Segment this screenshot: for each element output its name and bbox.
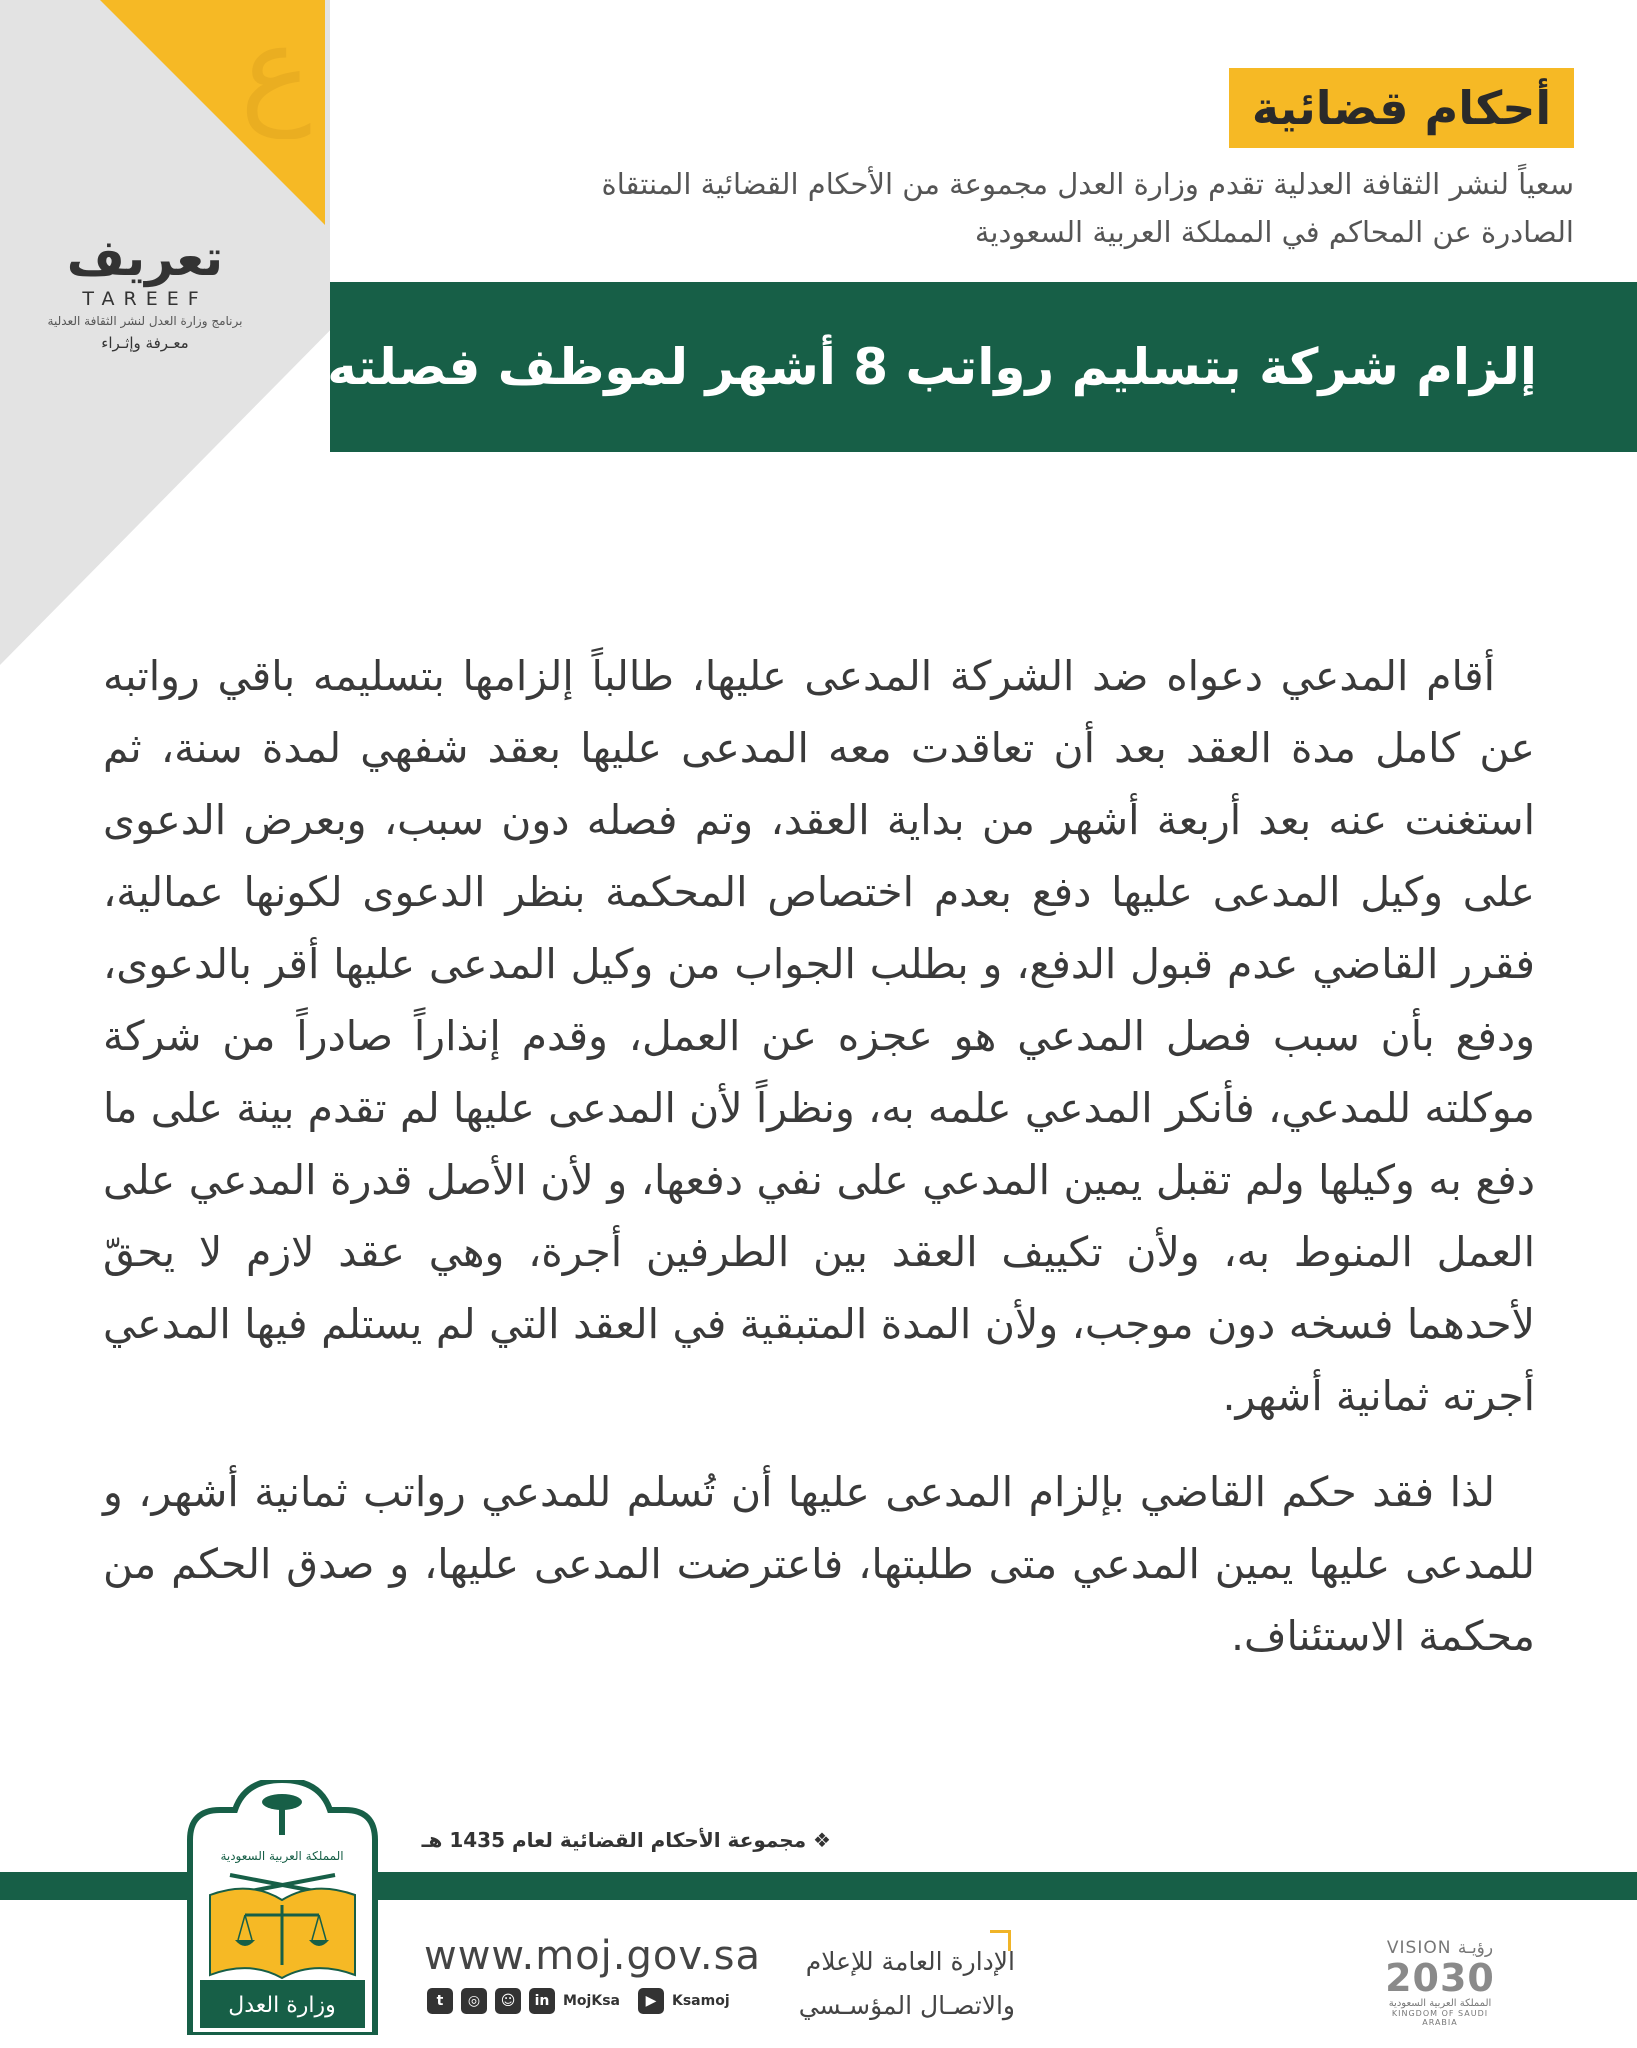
category-tag-text: أحكام قضائية — [1251, 81, 1552, 135]
tareef-logo-subtitle: برنامج وزارة العدل لنشر الثقافة العدلية — [47, 314, 243, 328]
instagram-icon[interactable]: ◎ — [461, 1988, 487, 2014]
vision-label: VISION رؤيـة — [1386, 1938, 1494, 1958]
ministry-name: وزارة العدل — [228, 1993, 336, 2018]
social-handle-mojksa: MojKsa — [563, 1993, 620, 2009]
tareef-logo — [40, 228, 250, 352]
page-title: إلزام شركة بتسليم رواتب 8 أشهر لموظف فصلته — [327, 338, 1537, 396]
intro-text: سعياً لنشر الثقافة العدلية تقدم وزارة العدل مجموعة من الأحكام القضائية المنتقاة الصادرة عن المحاكم في المملكة العربية السعودية — [601, 167, 1574, 249]
twitter-icon[interactable]: t — [427, 1988, 453, 2014]
department-line-2: والاتصـال المؤسـسي — [798, 1991, 1015, 2020]
source-note: ❖ مجموعة الأحكام القضائية لعام 1435 هـ — [421, 1828, 831, 1852]
social-links — [427, 1988, 740, 2014]
ministry-of-justice-logo — [180, 1780, 385, 2035]
tareef-logo-tagline: معـرفة وإثـراء — [101, 334, 189, 352]
body-paragraph-1: أقام المدعي دعواه ضد الشركة المدعى عليها، طالباً إلزامها بتسليمه باقي رواتبه عن كامل مدة العقد بعد أن تعاقدت معه المدعى عليها بعقد شفهي لمدة سنة، ثم استغنت عنه بعد أربعة أشهر من بداية العقد، وتم فصله دون سبب، وبعرض الدعوى على وكيل المدعى عليها دفع بعدم اختصاص المحكمة بنظر الدعوى لكونها عمالية، فقرر القاضي عدم قبول الدفع، و بطلب الجواب من وكيل المدعى عليها أقر بالدعوى، ودفع بأن سبب فصل المدعي هو عجزه عن العمل، وقدم إنذاراً صادراً من شركة موكلته للمدعي، فأنكر المدعي علمه به، ونظراً لأن المدعى عليها لم تقدم بينة على ما دفع به وكيلها ولم تقبل يمين المدعي على نفي دفعها، و لأن الأصل قدرة المدعي على العمل المنوط به، ولأن تكييف العقد بين الطرفين أجرة، وهي عقد لازم لا يحقّ لأحدهما فسخه دون موجب، ولأن المدة المتبقية في العقد التي لم يستلم فيها المدعي أجرته ثمانية أشهر. — [103, 652, 1535, 1420]
svg-text:ع: ع — [240, 0, 312, 139]
youtube-icon[interactable]: ▶ — [638, 1988, 664, 2014]
website-url[interactable]: www.moj.gov.sa — [424, 1933, 761, 1979]
body-paragraph-2: لذا فقد حكم القاضي بإلزام المدعى عليها أن تُسلم للمدعي رواتب ثمانية أشهر، و للمدعى عليها يمين المدعي متى طلبتها، فاعترضت المدعى عليها، و صدق الحكم من محكمة الاستئناف. — [103, 1468, 1535, 1660]
linkedin-icon[interactable]: in — [529, 1988, 555, 2014]
vision-country-en: KINGDOM OF SAUDI ARABIA — [1391, 2009, 1489, 2027]
department-line-1: الإدارة العامة للإعلام — [805, 1947, 1015, 1976]
title-banner — [327, 282, 1637, 452]
category-tag — [1229, 68, 1574, 148]
social-handle-ksamoj: Ksamoj — [671, 1993, 730, 2009]
seal-text: المملكة العربية السعودية — [220, 1849, 344, 1863]
department-name — [785, 1940, 1015, 2028]
tareef-logo-arabic: تعريف — [66, 229, 224, 287]
snapchat-icon[interactable]: ☺ — [495, 1988, 521, 2014]
vision-country-ar: المملكة العربية السعودية — [1388, 1998, 1492, 2009]
article-body — [103, 640, 1535, 1672]
vision-2030-logo — [1380, 1938, 1500, 2027]
tareef-logo-english: TAREEF — [82, 288, 208, 310]
vision-year: 2030 — [1385, 1956, 1495, 2000]
